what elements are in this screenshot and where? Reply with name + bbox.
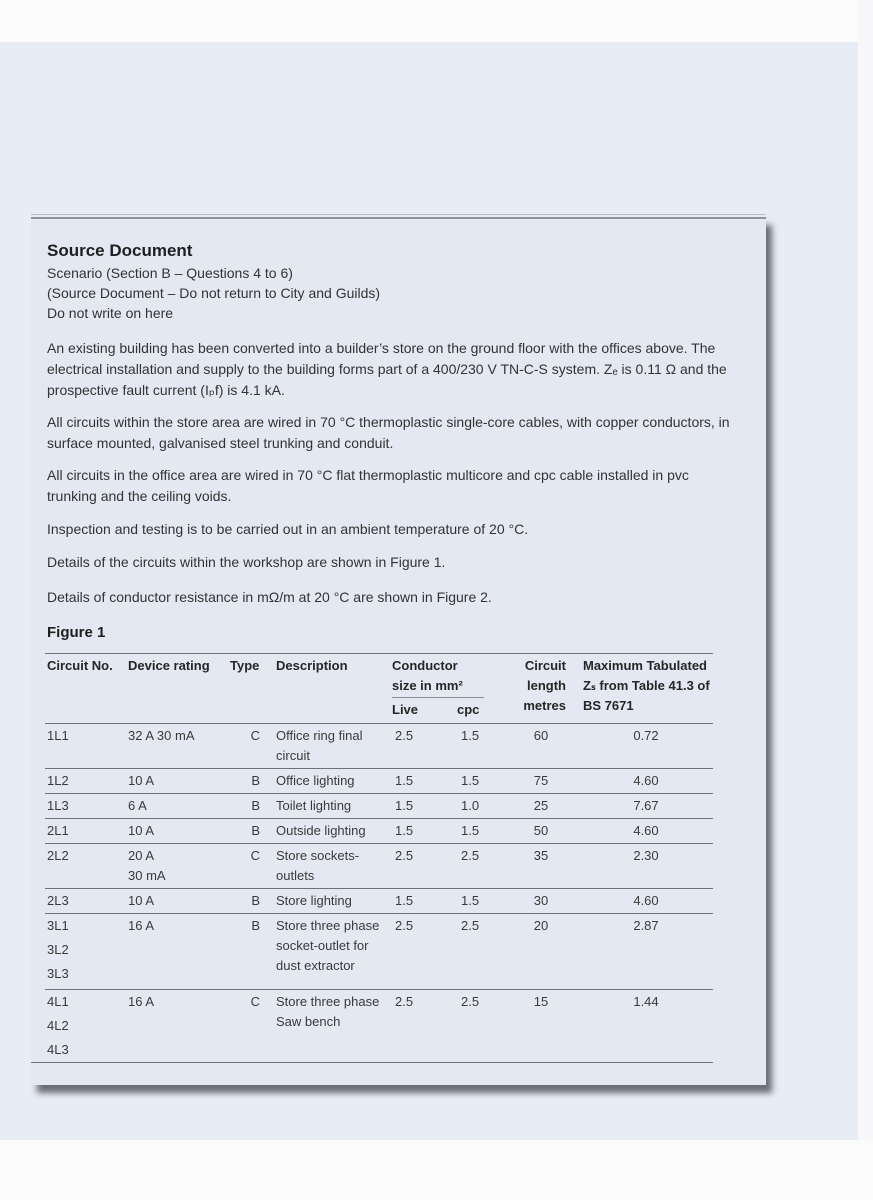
cell-description: Outside lighting	[276, 823, 366, 838]
cell-description: Toilet lighting	[276, 798, 352, 813]
scenario-line: Scenario (Section B – Questions 4 to 6)	[47, 265, 293, 281]
header-bottom-rule	[45, 723, 713, 724]
cell-live: 2.5	[395, 728, 414, 743]
cell-max-zs: 4.60	[633, 773, 659, 788]
cell-cpc: 1.5	[461, 773, 480, 788]
cell-circuit-no: 1L2	[47, 773, 69, 788]
cell-live: 1.5	[395, 773, 414, 788]
header-type: Type	[230, 658, 260, 673]
cell-description: Store three phase	[276, 918, 380, 933]
cell-live: 2.5	[395, 918, 414, 933]
cell-live: 1.5	[395, 798, 414, 813]
cell-device-rating: 20 A	[128, 848, 155, 863]
cell-length: 30	[533, 893, 549, 908]
header-length-2: length	[527, 678, 566, 693]
cell-description: dust extractor	[276, 958, 355, 973]
header-length: Circuit	[524, 658, 566, 673]
cell-type: B	[251, 798, 260, 813]
cell-cpc: 2.5	[461, 994, 480, 1009]
cell-description: Office lighting	[276, 773, 355, 788]
cell-circuit-no: 1L1	[47, 728, 69, 743]
cell-circuit-no: 3L3	[47, 966, 69, 981]
cell-max-zs: 1.44	[633, 994, 659, 1009]
header-description: Description	[276, 658, 348, 673]
cell-device-rating: 10 A	[128, 893, 155, 908]
cell-live: 1.5	[395, 823, 414, 838]
row-rule	[45, 989, 713, 990]
cell-live: 2.5	[395, 848, 414, 863]
header-conductor-size: size in mm²	[392, 678, 463, 693]
cell-circuit-no: 3L1	[47, 918, 69, 933]
paragraph-supply: An existing building has been converted into a builder’s store on the ground floor with the offices above. The electrical installation and supply to the building forms part of a 400/230 V TN-C-S system. Zₑ is 0.11 Ω and the prospective fault current (Iₚf) is 4.1 kA.	[47, 340, 727, 398]
cell-cpc: 1.5	[461, 728, 480, 743]
cell-description: Store lighting	[276, 893, 352, 908]
cell-circuit-no: 4L1	[47, 994, 69, 1009]
cell-circuit-no: 3L2	[47, 942, 69, 957]
cell-length: 35	[533, 848, 549, 863]
cell-length: 50	[533, 823, 549, 838]
cell-type: C	[250, 848, 260, 863]
cell-description: Office ring final	[276, 728, 363, 743]
row-rule	[45, 913, 713, 914]
cell-max-zs: 2.87	[633, 918, 659, 933]
paragraph-figure1-ref: Details of the circuits within the workshop are shown in Figure 1.	[47, 554, 446, 570]
paragraph-ambient: Inspection and testing is to be carried out in an ambient temperature of 20 °C.	[47, 521, 529, 537]
figure-label: Figure 1	[47, 624, 106, 641]
circuit-table	[31, 219, 766, 1085]
cell-circuit-no: 2L3	[47, 893, 69, 908]
cell-length: 75	[533, 773, 549, 788]
cell-device-rating: 10 A	[128, 823, 155, 838]
header-length-3: metres	[523, 698, 566, 713]
row-rule	[45, 793, 713, 794]
conductor-subrule	[392, 697, 484, 698]
cell-cpc: 1.0	[461, 798, 480, 813]
cell-circuit-no: 2L2	[47, 848, 69, 863]
cell-cpc: 2.5	[461, 918, 480, 933]
header-cpc: cpc	[457, 702, 480, 717]
cell-length: 25	[533, 798, 549, 813]
header-max-zs: Maximum Tabulated	[583, 658, 708, 673]
row-rule	[31, 1062, 713, 1063]
cell-cpc: 1.5	[461, 823, 480, 838]
scan-top-margin	[0, 0, 873, 43]
cell-length: 15	[533, 994, 549, 1009]
cell-type: B	[251, 893, 260, 908]
cell-description: Saw bench	[276, 1014, 341, 1029]
document-title: Source Document	[47, 241, 193, 260]
header-circuit-no: Circuit No.	[47, 658, 113, 673]
cell-max-zs: 0.72	[633, 728, 659, 743]
cell-live: 1.5	[395, 893, 414, 908]
cell-max-zs: 7.67	[633, 798, 659, 813]
cell-max-zs: 2.30	[633, 848, 659, 863]
cell-type: C	[250, 994, 260, 1009]
paragraph-store-wiring: All circuits within the store area are wired in 70 °C thermoplastic single-core cables, with copper conductors, in surface mounted, galvanised steel trunking and conduit.	[47, 414, 730, 451]
cell-description: socket-outlet for	[276, 938, 369, 953]
paragraph-figure2-ref: Details of conductor resistance in mΩ/m at 20 °C are shown in Figure 2.	[47, 589, 492, 605]
cell-description: circuit	[276, 748, 310, 763]
cell-description: Store three phase	[276, 994, 380, 1009]
cell-max-zs: 4.60	[633, 893, 659, 908]
cell-device-rating: 16 A	[128, 994, 155, 1009]
header-live: Live	[392, 702, 419, 717]
paragraph-office-wiring: All circuits in the office area are wired in 70 °C flat thermoplastic multicore and cpc cable installed in pvc trunking and the ceiling voids.	[47, 467, 689, 504]
cell-live: 2.5	[395, 994, 414, 1009]
cell-type: B	[251, 918, 260, 933]
header-max-zs-3: BS 7671	[583, 698, 634, 713]
cell-length: 20	[533, 918, 549, 933]
scan-bottom-margin	[0, 1140, 873, 1200]
cell-type: B	[251, 823, 260, 838]
header-conductor: Conductor	[392, 658, 458, 673]
cell-description: outlets	[276, 868, 315, 883]
cell-cpc: 1.5	[461, 893, 480, 908]
cell-device-rating: 30 mA	[128, 868, 166, 883]
cell-device-rating: 32 A 30 mA	[128, 728, 195, 743]
cell-circuit-no: 1L3	[47, 798, 69, 813]
no-write-warning: Do not write on here	[47, 305, 174, 321]
cell-device-rating: 10 A	[128, 773, 155, 788]
cell-device-rating: 6 A	[128, 798, 147, 813]
cell-cpc: 2.5	[461, 848, 480, 863]
return-note: (Source Document – Do not return to City and Guilds)	[47, 285, 381, 301]
cell-circuit-no: 4L2	[47, 1018, 69, 1033]
scan-right-margin	[858, 0, 873, 1200]
source-document-panel	[31, 217, 766, 1085]
cell-circuit-no: 2L1	[47, 823, 69, 838]
cell-device-rating: 16 A	[128, 918, 155, 933]
cell-length: 60	[533, 728, 549, 743]
row-rule	[45, 768, 713, 769]
cell-type: B	[251, 773, 260, 788]
table-top-rule	[45, 653, 713, 654]
cell-type: C	[250, 728, 260, 743]
row-rule	[45, 888, 713, 889]
header-device-rating: Device rating	[128, 658, 210, 673]
cell-max-zs: 4.60	[633, 823, 659, 838]
header-max-zs-2: Zₛ from Table 41.3 of	[583, 678, 710, 693]
cell-description: Store sockets-	[276, 848, 360, 863]
cell-circuit-no: 4L3	[47, 1042, 69, 1057]
row-rule	[45, 843, 713, 844]
row-rule	[45, 818, 713, 819]
